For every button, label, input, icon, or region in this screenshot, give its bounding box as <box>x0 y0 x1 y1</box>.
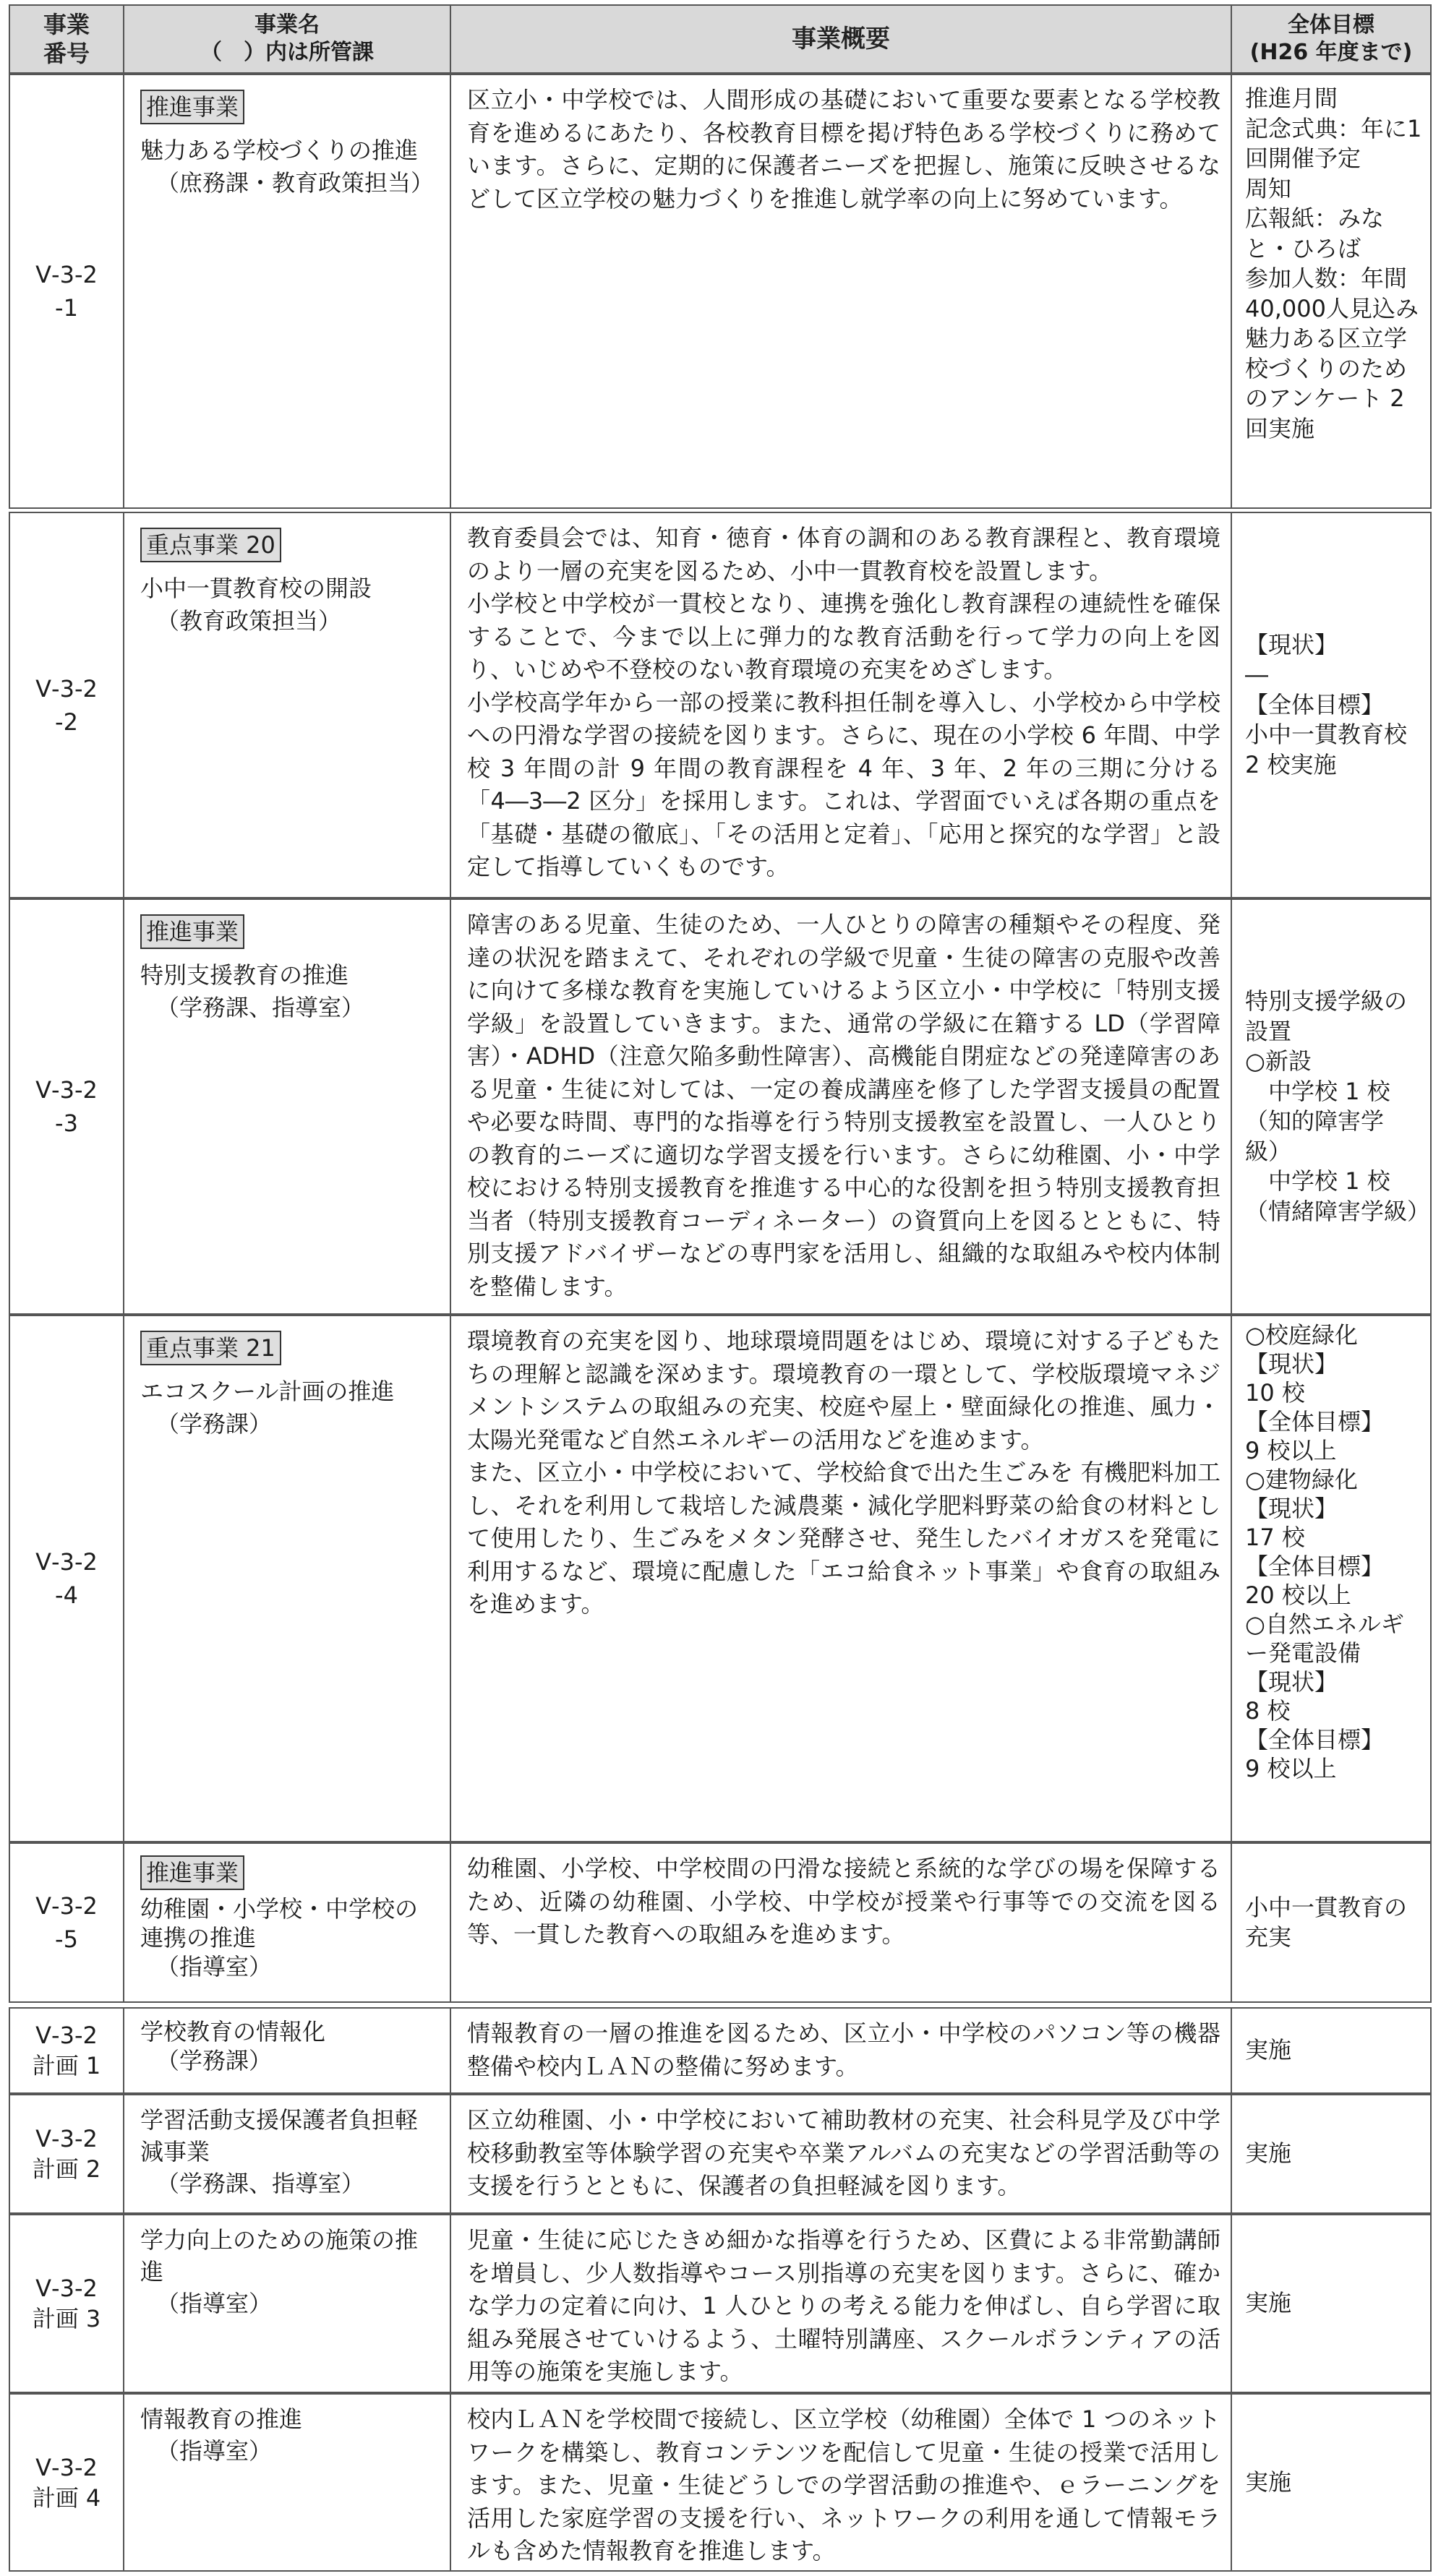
project-number: Ⅴ-3-2 計画 2 <box>32 2125 101 2183</box>
project-name: 情報教育の推進 <box>140 2405 303 2433</box>
project-name: エコスクール計画の推進 <box>140 1378 395 1405</box>
project-name: 魅力ある学校づくりの推進 <box>140 137 419 164</box>
header-goal: 全体目標 <box>1287 12 1374 38</box>
project-name: 幼稚園・小学校・中学校の連携の推進 <box>140 1895 419 1952</box>
project-summary: 児童・生徒に応じたきめ細かな指導を行うため、区費による非常勤講師を増員し、少人数指導やコース別指導の充実を図ります。さらに、確かな学力の定着に向け、1 人ひとりの考える能力を伸ばし、自ら学習に取組み発展させていけるよう、土曜特別講座、スクールボランティアの活用等の施策を実施します。 <box>467 2226 1220 2385</box>
table-row <box>9 74 1432 509</box>
project-dept: （指導室） <box>156 2290 273 2317</box>
header-name: 事業名 <box>255 12 320 38</box>
project-dept: （学務課、指導室） <box>156 994 365 1021</box>
project-summary: 幼稚園、小学校、中学校間の円滑な接続と系統的な学びの場を保障するため、近隣の幼稚園、小学校、中学校が授業や行事等での交流を図る等、一貫した教育への取組みを進めます。 <box>467 1855 1220 1948</box>
project-table <box>9 4 1432 2572</box>
header-summary-cell <box>451 6 1232 72</box>
table-row <box>9 2214 1432 2393</box>
project-type-badge: 推進事業 <box>140 90 244 124</box>
header-goal-cell <box>1232 6 1430 72</box>
project-type-badge: 推進事業 <box>140 1855 244 1890</box>
project-dept: （学務課） <box>156 2047 273 2074</box>
project-summary: 校内ＬＡＮを学校間で接続し、区立学校（幼稚園）全体で 1 つのネットワークを構築し、教育コンテンツを配信して児童・生徒の授業で活用します。また、児童・生徒どうしでの学習活動の推進や、ｅラーニングを活用した家庭学習の支援を行い、ネットワークの利用を通して情報モラルも含めた情報教育を推進します。 <box>467 2405 1220 2564</box>
project-number: Ⅴ-3-2 計画 4 <box>32 2453 101 2512</box>
project-dept: （学務課、指導室） <box>156 2170 365 2197</box>
project-name: 学習活動支援保護者負担軽減事業 <box>140 2106 419 2165</box>
table-row <box>9 1842 1432 2003</box>
project-goal: ○校庭緑化 【現状】 10 校 【全体目標】 9 校以上 ○建物緑化 【現状】 17 校 【全体目標】 20 校以上 ○自然エネルギー発電設備 【現状】 8 校 【全体目標】 9 校以上 <box>1245 1321 1404 1782</box>
project-dept: （指導室） <box>156 1953 273 1980</box>
project-number: Ⅴ-3-2 -1 <box>35 261 98 322</box>
project-name: 学力向上のための施策の推進 <box>140 2226 419 2285</box>
project-summary: 教育委員会では、知育・徳育・体育の調和のある教育課程と、教育環境のより一層の充実を図るため、小中一貫教育校を設置します。 小学校と中学校が一貫校となり、連携を強化し教育課程の連続性を確保することで、今まで以上に弾力的な教育活動を行って学力の向上を図り、いじめや不登校のない教育環境の充実をめざします。 小学校高学年から一部の授業に教科担任制を導入し、小学校から中学校への円滑な学習の接続を図ります。さらに、現在の小学校 6 年間、中学校 3 年間の計 9 年間の教育課程を 4 年、3 年、2 年の三期に分ける「4―3―2 区分」を採用します。これは、学習面でいえば各期の重点を「基礎・基礎の徹底」、「その活用と定着」、「応用と探究的な学習」と設定して指導していくものです。 <box>467 524 1220 880</box>
header-summary: 事業概要 <box>792 25 890 53</box>
table-row <box>9 2094 1432 2214</box>
project-number: Ⅴ-3-2 -4 <box>35 1548 98 1609</box>
project-goal: 特別支援学級の設置 ○新設 中学校 1 校 （知的障害学級） 中学校 1 校 （情緒障害学級） <box>1245 987 1430 1225</box>
table-row <box>9 898 1432 1315</box>
project-number: Ⅴ-3-2 -5 <box>35 1892 98 1953</box>
project-summary: 区立小・中学校では、人間形成の基礎において重要な要素となる学校教育を進めるにあたり、各校教育目標を掲げ特色ある学校づくりに務めています。さらに、定期的に保護者ニーズを把握し、施策に反映させるなどして区立学校の魅力づくりを推進し就学率の向上に努めています。 <box>467 86 1220 212</box>
project-type-badge: 重点事業 20 <box>140 528 281 562</box>
project-goal: 実施 <box>1245 2139 1292 2168</box>
project-goal: 小中一貫教育の充実 <box>1245 1893 1408 1951</box>
project-summary: 環境教育の充実を図り、地球環境問題をはじめ、環境に対する子どもたちの理解と認識を深めます。環境教育の一環として、学校版環境マネジメントシステムの取組みの充実、校庭や屋上・壁面緑化の推進、風力・太陽光発電など自然エネルギーの活用などを進めます。 また、区立小・中学校において、学校給食で出た生ごみを 有機肥料加工し、それを利用して栽培した減農薬・減化学肥料野菜の給食の材料として使用したり、生ごみをメタン発酵させ、発生したバイオガスを発電に利用するなど、環境に配慮した「エコ給食ネット事業」や食育の取組みを進めます。 <box>467 1327 1220 1618</box>
project-dept: （教育政策担当） <box>156 607 342 635</box>
project-number: Ⅴ-3-2 -2 <box>35 674 98 736</box>
project-name: 学校教育の情報化 <box>140 2018 326 2045</box>
table-row <box>9 2393 1432 2572</box>
project-summary: 情報教育の一層の推進を図るため、区立小・中学校のパソコン等の機器整備や校内ＬＡＮの整備に努めます。 <box>467 2019 1220 2080</box>
table-row <box>9 2007 1432 2094</box>
project-summary: 区立幼稚園、小・中学校において補助教材の充実、社会科見学及び中学校移動教室等体験学習の充実や卒業アルバムの充実などの学習活動等の支援を行うとともに、保護者の負担軽減を図ります。 <box>467 2106 1220 2199</box>
table-row <box>9 512 1432 898</box>
project-number: Ⅴ-3-2 計画 1 <box>32 2022 101 2079</box>
project-goal: 実施 <box>1245 2468 1292 2496</box>
project-goal: 推進月間 記念式典：年に1回開催予定 周知 広報紙：みなと・ひろば 参加人数：年間40,000人見込み 魅力ある区立学校づくりのためのアンケート 2回実施 <box>1245 85 1422 442</box>
project-dept: （指導室） <box>156 2437 273 2465</box>
project-goal: 実施 <box>1245 2036 1292 2064</box>
header-name-sub: （ ）内は所管課 <box>200 40 374 65</box>
header-number: 事業 番号 <box>43 11 90 67</box>
project-name: 小中一貫教育校の開設 <box>140 575 372 602</box>
table-header <box>9 4 1432 74</box>
project-number: Ⅴ-3-2 計画 3 <box>32 2275 101 2332</box>
header-name-cell <box>124 6 451 72</box>
project-type-badge: 重点事業 21 <box>140 1331 281 1365</box>
project-summary: 障害のある児童、生徒のため、一人ひとりの障害の種類やその程度、発達の状況を踏まえて、それぞれの学級で児童・生徒の障害の克服や改善に向けて多様な教育を実施していけるよう区立小・中学校に「特別支援学級」を設置していきます。また、通常の学級に在籍する LD（学習障害）・ADHD（注意欠陥多動性障害）、高機能自閉症などの発達障害のある児童・生徒に対しては、一定の養成講座を修了した学習支援員の配置や必要な時間、専門的な指導を行う特別支援教室を設置し、一人ひとりの教育的ニーズに適切な学習支援を行います。さらに幼稚園、小・中学校における特別支援教育を推進する中心的な役割を担う特別支援教育担当者（特別支援教育コーディネーター）の資質向上を図るとともに、特別支援アドバイザーなどの専門家を活用し、組織的な取組みや校内体制を整備します。 <box>467 911 1220 1300</box>
project-goal: 【現状】 ― 【全体目標】 小中一貫教育校 2 校実施 <box>1245 630 1408 778</box>
project-dept: （庶務課・教育政策担当） <box>156 169 435 197</box>
header-goal-sub: (H26 年度まで) <box>1249 40 1413 65</box>
project-name: 特別支援教育の推進 <box>140 961 349 989</box>
table-row <box>9 1315 1432 1842</box>
project-dept: （学務課） <box>156 1410 273 1438</box>
project-goal: 実施 <box>1245 2289 1292 2317</box>
project-type-badge: 推進事業 <box>140 914 244 949</box>
header-number-cell <box>10 6 124 72</box>
project-number: Ⅴ-3-2 -3 <box>35 1076 98 1137</box>
